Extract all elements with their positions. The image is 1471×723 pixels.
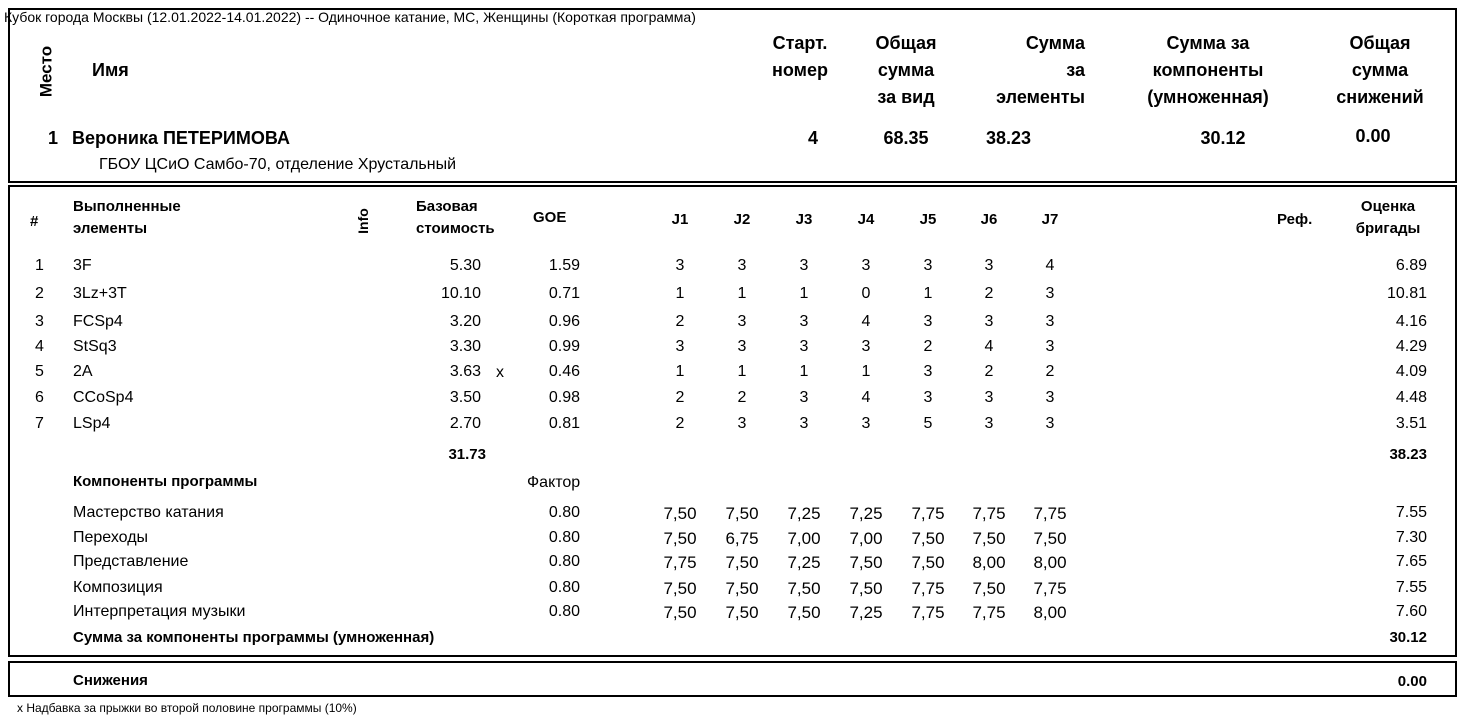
element-judge-mark: 3 <box>923 363 933 380</box>
base-value-total: 31.73 <box>448 446 486 463</box>
element-base-value: 2.70 <box>449 415 481 432</box>
element-judge-mark: 1 <box>923 285 933 302</box>
component-judge-mark: 7,25 <box>787 553 821 572</box>
component-judge-mark: 7,50 <box>663 504 697 523</box>
element-judge-mark: 3 <box>799 338 809 355</box>
component-name: Переходы <box>73 529 149 546</box>
col-element-header: Выполненные элементы <box>73 198 181 237</box>
element-judge-mark: 3 <box>799 313 809 330</box>
component-judge-mark: 7,50 <box>663 529 697 548</box>
footnote: x Надбавка за прыжки во второй половине программы (10%) <box>17 701 357 715</box>
element-code: FCSp4 <box>73 313 123 330</box>
element-code: 3F <box>73 257 92 274</box>
skater-club: ГБОУ ЦСиО Самбо-70, отделение Хрустальный <box>99 156 457 173</box>
element-judge-mark: 3 <box>1045 285 1055 302</box>
element-judge-mark: 1 <box>861 363 871 380</box>
element-base-value: 10.10 <box>440 285 481 302</box>
element-judge-mark: 2 <box>923 338 933 355</box>
component-judge-mark: 7,50 <box>787 603 821 622</box>
components-total-label: Сумма за компоненты программы (умноженная) <box>73 629 435 646</box>
component-judge-mark: 7,50 <box>663 603 697 622</box>
component-score: 7.60 <box>1395 603 1427 620</box>
element-judge-mark: 1 <box>799 285 809 302</box>
element-panel-score: 6.89 <box>1395 257 1427 274</box>
deductions-header: Общая сумма снижений <box>1336 33 1424 107</box>
component-factor: 0.80 <box>548 504 580 521</box>
component-judge-mark: 7,50 <box>972 579 1006 598</box>
col-goe-header: GOE <box>533 209 567 226</box>
element-goe: 0.46 <box>548 363 580 380</box>
component-judge-mark: 7,50 <box>849 553 883 572</box>
element-judge-mark: 2 <box>737 389 747 406</box>
component-judge-mark: 8,00 <box>1033 603 1067 622</box>
component-judge-mark: 7,25 <box>787 504 821 523</box>
element-code: 2A <box>73 363 93 380</box>
component-name: Интерпретация музыки <box>73 603 246 620</box>
name-header: Имя <box>92 60 129 80</box>
component-judge-mark: 7,25 <box>849 504 883 523</box>
element-panel-score: 4.29 <box>1395 338 1427 355</box>
component-score: 7.65 <box>1395 553 1427 570</box>
element-judge-mark: 4 <box>1045 257 1055 274</box>
component-judge-mark: 7,00 <box>787 529 821 548</box>
start-number-header: Старт. номер <box>772 33 828 80</box>
element-judge-mark: 3 <box>861 257 871 274</box>
element-panel-score: 4.16 <box>1395 313 1427 330</box>
component-judge-mark: 8,00 <box>972 553 1006 572</box>
element-base-value: 3.30 <box>449 338 481 355</box>
element-code: CCoSp4 <box>73 389 134 406</box>
elements-score-total: 38.23 <box>1389 446 1427 463</box>
col-num-header: # <box>30 213 39 230</box>
element-judge-mark: 1 <box>675 285 685 302</box>
components-total-value: 30.12 <box>1389 629 1427 646</box>
components-score-header: Сумма за компоненты (умноженная) <box>1147 33 1269 107</box>
col-base-value-header: Базовая стоимость <box>416 198 495 237</box>
element-judge-mark: 3 <box>984 313 994 330</box>
deductions-value: 0.00 <box>1397 673 1427 690</box>
element-judge-mark: 1 <box>799 363 809 380</box>
component-factor: 0.80 <box>548 579 580 596</box>
element-judge-mark: 3 <box>799 415 809 432</box>
component-judge-mark: 6,75 <box>725 529 759 548</box>
deductions-box <box>8 661 1457 697</box>
element-judge-mark: 1 <box>675 363 685 380</box>
component-factor: 0.80 <box>548 553 580 570</box>
deductions-label: Снижения <box>73 672 148 689</box>
element-judge-mark: 3 <box>737 415 747 432</box>
component-judge-mark: 7,50 <box>725 603 759 622</box>
component-judge-mark: 7,75 <box>911 504 945 523</box>
judge-header: J6 <box>980 211 998 228</box>
judge-header: J1 <box>671 211 689 228</box>
element-judge-mark: 3 <box>1045 415 1055 432</box>
judge-header: J3 <box>795 211 813 228</box>
component-judge-mark: 7,50 <box>911 553 945 572</box>
col-panel-score-header: Оценка бригады <box>1355 198 1421 237</box>
element-number: 3 <box>35 313 44 330</box>
element-number: 6 <box>35 389 44 406</box>
element-judge-mark: 2 <box>675 313 685 330</box>
col-ref-header: Реф. <box>1277 211 1313 228</box>
element-judge-mark: 3 <box>984 257 994 274</box>
element-panel-score: 10.81 <box>1386 285 1427 302</box>
component-judge-mark: 7,75 <box>1033 579 1067 598</box>
element-goe: 0.99 <box>548 338 580 355</box>
element-judge-mark: 3 <box>1045 313 1055 330</box>
page-title: Кубок города Москвы (12.01.2022-14.01.2022) -- Одиночное катание, МС, Женщины (Короткая программа) <box>4 9 696 25</box>
element-judge-mark: 2 <box>984 285 994 302</box>
element-number: 1 <box>35 257 44 274</box>
component-judge-mark: 7,75 <box>663 553 697 572</box>
element-base-value: 3.63 <box>449 363 481 380</box>
component-score: 7.30 <box>1395 529 1427 546</box>
component-score: 7.55 <box>1395 504 1427 521</box>
skater-components-score: 30.12 <box>1200 128 1246 148</box>
component-judge-mark: 7,75 <box>1033 504 1067 523</box>
component-factor: 0.80 <box>548 603 580 620</box>
component-judge-mark: 7,00 <box>849 529 883 548</box>
element-goe: 0.98 <box>548 389 580 406</box>
element-number: 5 <box>35 363 44 380</box>
judge-header: J7 <box>1041 211 1059 228</box>
total-score-header: Общая сумма за вид <box>875 33 937 107</box>
element-code: LSp4 <box>73 415 111 432</box>
element-number: 7 <box>35 415 44 432</box>
element-judge-mark: 3 <box>861 415 871 432</box>
element-goe: 0.71 <box>548 285 580 302</box>
component-judge-mark: 8,00 <box>1033 553 1067 572</box>
element-number: 4 <box>35 338 44 355</box>
element-judge-mark: 5 <box>923 415 933 432</box>
element-judge-mark: 3 <box>923 389 933 406</box>
element-judge-mark: 2 <box>1045 363 1055 380</box>
component-name: Представление <box>73 553 189 570</box>
element-panel-score: 3.51 <box>1395 415 1427 432</box>
element-panel-score: 4.09 <box>1395 363 1427 380</box>
place-header: Место <box>36 45 56 98</box>
component-judge-mark: 7,50 <box>911 529 945 548</box>
judge-header: J2 <box>733 211 751 228</box>
skater-deductions: 0.00 <box>1355 126 1391 146</box>
component-score: 7.55 <box>1395 579 1427 596</box>
element-judge-mark: 3 <box>984 415 994 432</box>
element-number: 2 <box>35 285 44 302</box>
element-judge-mark: 4 <box>861 313 871 330</box>
element-goe: 0.96 <box>548 313 580 330</box>
skater-total-score: 68.35 <box>883 128 929 148</box>
element-judge-mark: 1 <box>737 363 747 380</box>
element-judge-mark: 3 <box>984 389 994 406</box>
component-name: Мастерство катания <box>73 504 224 521</box>
elements-score-header: Сумма за элементы <box>996 33 1085 107</box>
component-judge-mark: 7,50 <box>725 553 759 572</box>
element-judge-mark: 3 <box>737 257 747 274</box>
component-judge-mark: 7,50 <box>1033 529 1067 548</box>
component-judge-mark: 7,75 <box>972 603 1006 622</box>
component-judge-mark: 7,75 <box>972 504 1006 523</box>
element-judge-mark: 3 <box>799 257 809 274</box>
element-panel-score: 4.48 <box>1395 389 1427 406</box>
element-judge-mark: 3 <box>737 313 747 330</box>
skater-place: 1 <box>48 128 59 148</box>
component-judge-mark: 7,50 <box>849 579 883 598</box>
component-judge-mark: 7,75 <box>911 603 945 622</box>
element-base-value: 3.20 <box>449 313 481 330</box>
element-goe: 0.81 <box>548 415 580 432</box>
element-judge-mark: 3 <box>1045 389 1055 406</box>
col-info-header: Info <box>355 208 371 234</box>
element-judge-mark: 2 <box>675 415 685 432</box>
skater-elements-score: 38.23 <box>986 128 1032 148</box>
element-judge-mark: 1 <box>737 285 747 302</box>
element-judge-mark: 4 <box>861 389 871 406</box>
skater-start-number: 4 <box>807 128 818 148</box>
component-judge-mark: 7,50 <box>663 579 697 598</box>
component-judge-mark: 7,25 <box>849 603 883 622</box>
element-judge-mark: 3 <box>675 257 685 274</box>
element-info-mark: x <box>496 364 504 381</box>
element-goe: 1.59 <box>548 257 580 274</box>
element-judge-mark: 3 <box>861 338 871 355</box>
component-judge-mark: 7,50 <box>972 529 1006 548</box>
component-judge-mark: 7,50 <box>725 504 759 523</box>
element-judge-mark: 3 <box>923 257 933 274</box>
element-judge-mark: 3 <box>737 338 747 355</box>
skater-name: Вероника ПЕТЕРИМОВА <box>72 128 290 148</box>
component-factor: 0.80 <box>548 529 580 546</box>
element-judge-mark: 4 <box>984 338 994 355</box>
element-code: StSq3 <box>73 338 117 355</box>
element-judge-mark: 3 <box>675 338 685 355</box>
factor-label: Фактор <box>527 474 581 491</box>
element-code: 3Lz+3T <box>73 285 127 302</box>
judge-header: J5 <box>919 211 937 228</box>
component-name: Композиция <box>73 579 163 596</box>
judge-header: J4 <box>857 211 875 228</box>
element-judge-mark: 2 <box>984 363 994 380</box>
element-base-value: 3.50 <box>449 389 481 406</box>
component-judge-mark: 7,50 <box>787 579 821 598</box>
element-base-value: 5.30 <box>449 257 481 274</box>
element-judge-mark: 3 <box>1045 338 1055 355</box>
component-judge-mark: 7,50 <box>725 579 759 598</box>
component-judge-mark: 7,75 <box>911 579 945 598</box>
element-judge-mark: 2 <box>675 389 685 406</box>
components-heading: Компоненты программы <box>73 473 258 490</box>
element-judge-mark: 3 <box>923 313 933 330</box>
element-judge-mark: 3 <box>799 389 809 406</box>
element-judge-mark: 0 <box>861 285 871 302</box>
